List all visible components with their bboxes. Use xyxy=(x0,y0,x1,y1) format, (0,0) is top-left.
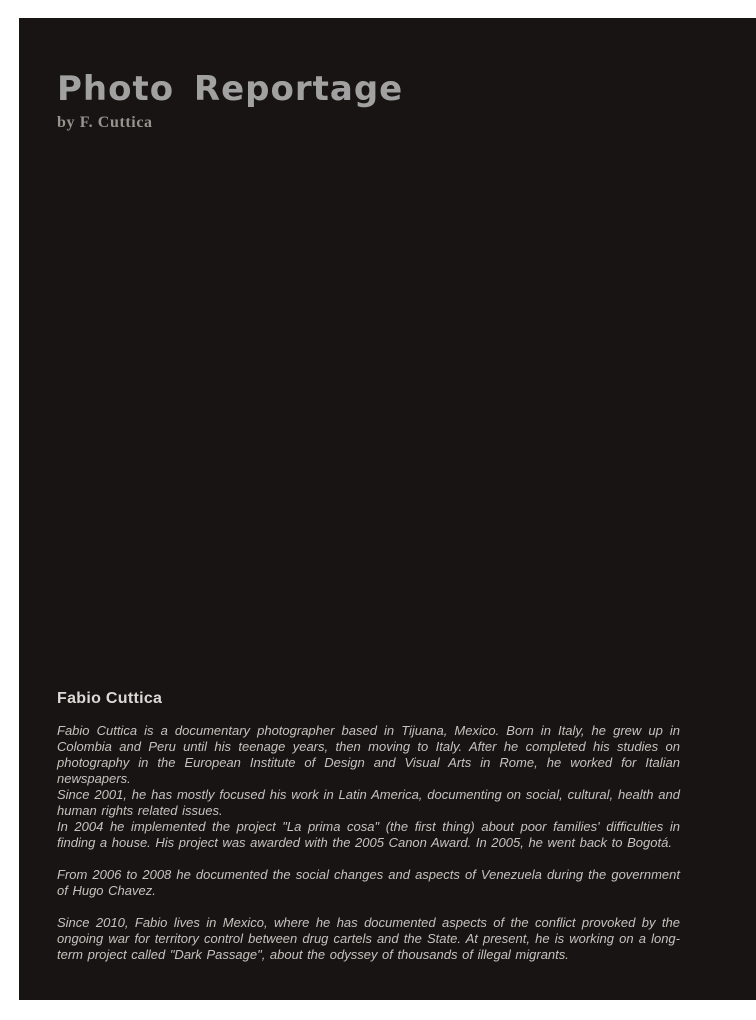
bio-paragraph-group xyxy=(57,915,680,963)
bio-paragraph-group xyxy=(57,723,680,851)
bio-text xyxy=(57,723,680,963)
photo-reportage-page xyxy=(19,18,756,1000)
bio-paragraph: Fabio Cuttica is a documentary photographer based in Tijuana, Mexico. Born in Italy, he grew up in Colombia and Peru until his teenage years, then moving to Italy. After he completed his studies on photography in the European Institute of Design and Visual Arts in Rome, he worked for Italian newspapers. xyxy=(57,723,680,786)
bio-section xyxy=(57,689,680,963)
bio-paragraph: Since 2010, Fabio lives in Mexico, where he has documented aspects of the conflict provoked by the ongoing war for territory control between drug cartels and the State. At present, he is working on a long-term project called "Dark Passage", about the odyssey of thousands of illegal migrants. xyxy=(57,915,680,962)
masthead xyxy=(57,71,403,132)
bio-paragraph: From 2006 to 2008 he documented the social changes and aspects of Venezuela during the government of Hugo Chavez. xyxy=(57,867,680,898)
page-byline: by F. Cuttica xyxy=(57,114,153,131)
bio-paragraph: Since 2001, he has mostly focused his work in Latin America, documenting on social, cultural, health and human rights related issues. xyxy=(57,787,680,818)
photo-area xyxy=(19,158,756,678)
bio-paragraph: In 2004 he implemented the project "La prima cosa" (the first thing) about poor families' difficulties in finding a house. His project was awarded with the 2005 Canon Award. In 2005, he went back to Bogotá. xyxy=(57,819,680,850)
bio-paragraph-group xyxy=(57,867,680,899)
page-title: Photo Reportage xyxy=(57,69,404,109)
bio-heading: Fabio Cuttica xyxy=(57,690,163,707)
